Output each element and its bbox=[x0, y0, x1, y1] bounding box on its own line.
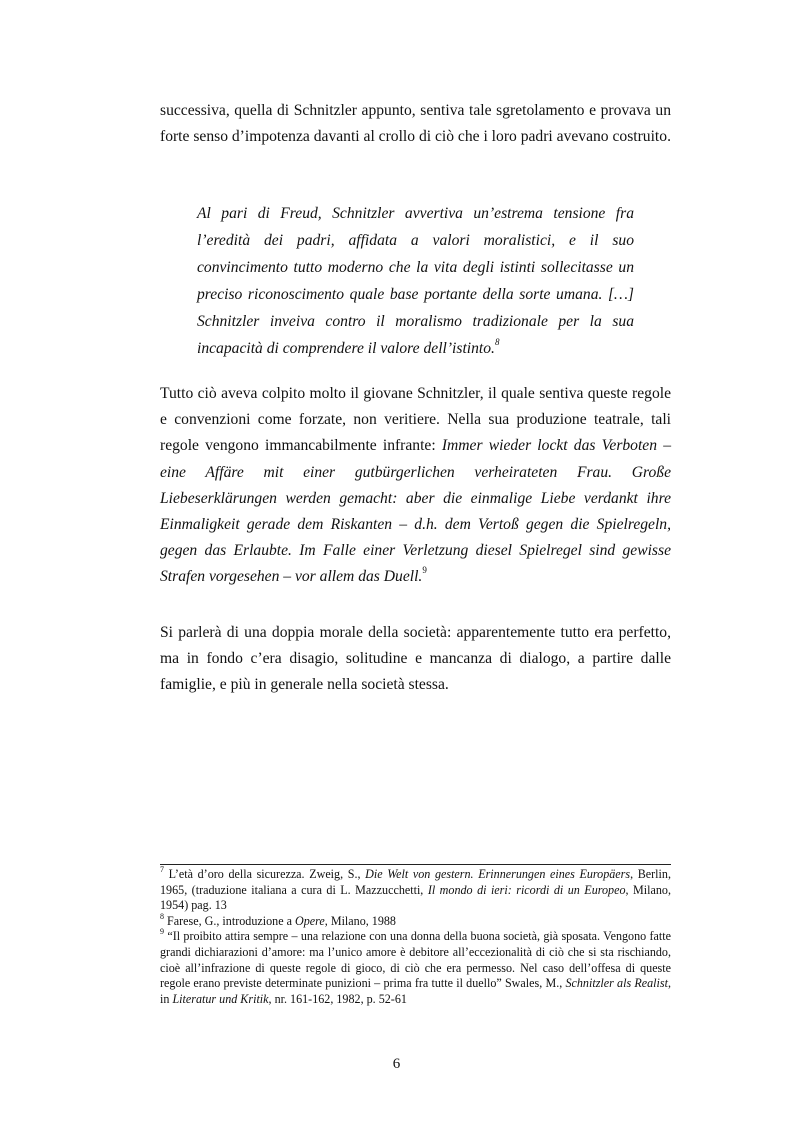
footnote-text: , nr. 161-162, 1982, p. 52-61 bbox=[268, 991, 407, 1006]
footnote-number: 9 bbox=[160, 927, 164, 937]
page-number: 6 bbox=[392, 1056, 401, 1072]
paragraph-2-text: Tutto ciò aveva colpito molto il giovane Schnitzler, il quale sentiva queste regole e convenzioni come forzate, non veritiere. Nella sua produzione teatrale, tali regole vengono immancabilmente infrante: bbox=[160, 385, 671, 455]
footnotes bbox=[160, 864, 671, 1007]
footnote-text: , Milano, 1954) pag. 13 bbox=[160, 882, 671, 913]
footnote-title: Il mondo di ieri: ricordi di un Europeo bbox=[427, 882, 626, 897]
footnote-title: Die Welt von gestern. Erinnerungen eines Europäers bbox=[365, 867, 631, 881]
footnote-title: Schnitzler als Realist bbox=[565, 976, 668, 991]
footnote-text: L’età d’oro della sicurezza. Zweig, S., bbox=[164, 867, 366, 881]
footnote-number: 7 bbox=[160, 864, 164, 874]
footnote-ref-8[interactable]: 8 bbox=[494, 336, 500, 347]
block-quote-text: Al pari di Freud, Schnitzler avvertiva un’estrema tensione fra l’eredità dei padri, affidata a valori moralistici, e il suo convincimento tutto moderno che la vita degli istinti sollecitasse un preciso riconoscimento quale base portante della sorte umana. […] Schnitzler inveiva contro il moralismo tradizionale per la sua incapacità di comprendere il valore dell’istinto. bbox=[197, 205, 634, 357]
block-quote bbox=[197, 200, 634, 362]
paragraph-2 bbox=[160, 381, 671, 591]
footnote-7 bbox=[160, 864, 671, 914]
paragraph-1 bbox=[160, 98, 671, 150]
footnote-text: , Milano, 1988 bbox=[324, 913, 396, 928]
footnote-number: 8 bbox=[160, 911, 164, 921]
footnote-text: , in bbox=[160, 976, 671, 1006]
paragraph-3-text: Si parlerà di una doppia morale della società: apparentemente tutto era perfetto, ma in fondo c’era disagio, solitudine e mancanza di dialogo, a partire dalle famiglie, e più in generale nella società stessa. bbox=[160, 624, 671, 694]
paragraph-3 bbox=[160, 620, 671, 699]
footnote-title: Literatur und Kritik bbox=[172, 991, 269, 1006]
footnote-ref-9[interactable]: 9 bbox=[422, 565, 427, 576]
german-quotation: Immer wieder lockt das Verboten – eine Affäre mit einer gutbürgerlichen verheirateten Frau. Große Liebeserklärungen werden gemacht: aber die einmalige Liebe verdankt ihre Einmaligkeit gerade dem Riskanten – d.h. dem Vertoß gegen die Spielregeln, gegen das Erlaubte. Im Falle einer Verletzung diesel Spielregel sind gewisse Strafen vorgesehen – vor allem das Duell. bbox=[160, 437, 671, 586]
footnote-text: “Il proibito attira sempre – una relazione con una donna della buona società, già sposata. Vengono fatte grandi dichiarazioni d’amore: ma l’unico amore è debitore all’eccezionalità di ciò che si sta rischiando, cioè all’infrazione di queste regole di gioco, di ciò che era permesso. Nel caso dell’offesa di queste regole erano previste determinate punizioni – prima fra tutte il duello” Swales, M., bbox=[160, 929, 671, 991]
footnote-separator bbox=[160, 864, 671, 865]
paragraph-1-text: successiva, quella di Schnitzler appunto, sentiva tale sgretolamento e provava un forte senso d’impotenza davanti al crollo di ciò che i loro padri avevano costruito. bbox=[160, 102, 671, 146]
footnote-text: Farese, G., introduzione a bbox=[164, 913, 295, 928]
footnote-title: Opere bbox=[294, 913, 325, 928]
footnote-text: , Berlin, 1965, (traduzione italiana a cura di L. Mazzucchetti, bbox=[160, 867, 671, 897]
footnote-8 bbox=[160, 911, 671, 930]
footnote-9 bbox=[160, 929, 671, 1007]
